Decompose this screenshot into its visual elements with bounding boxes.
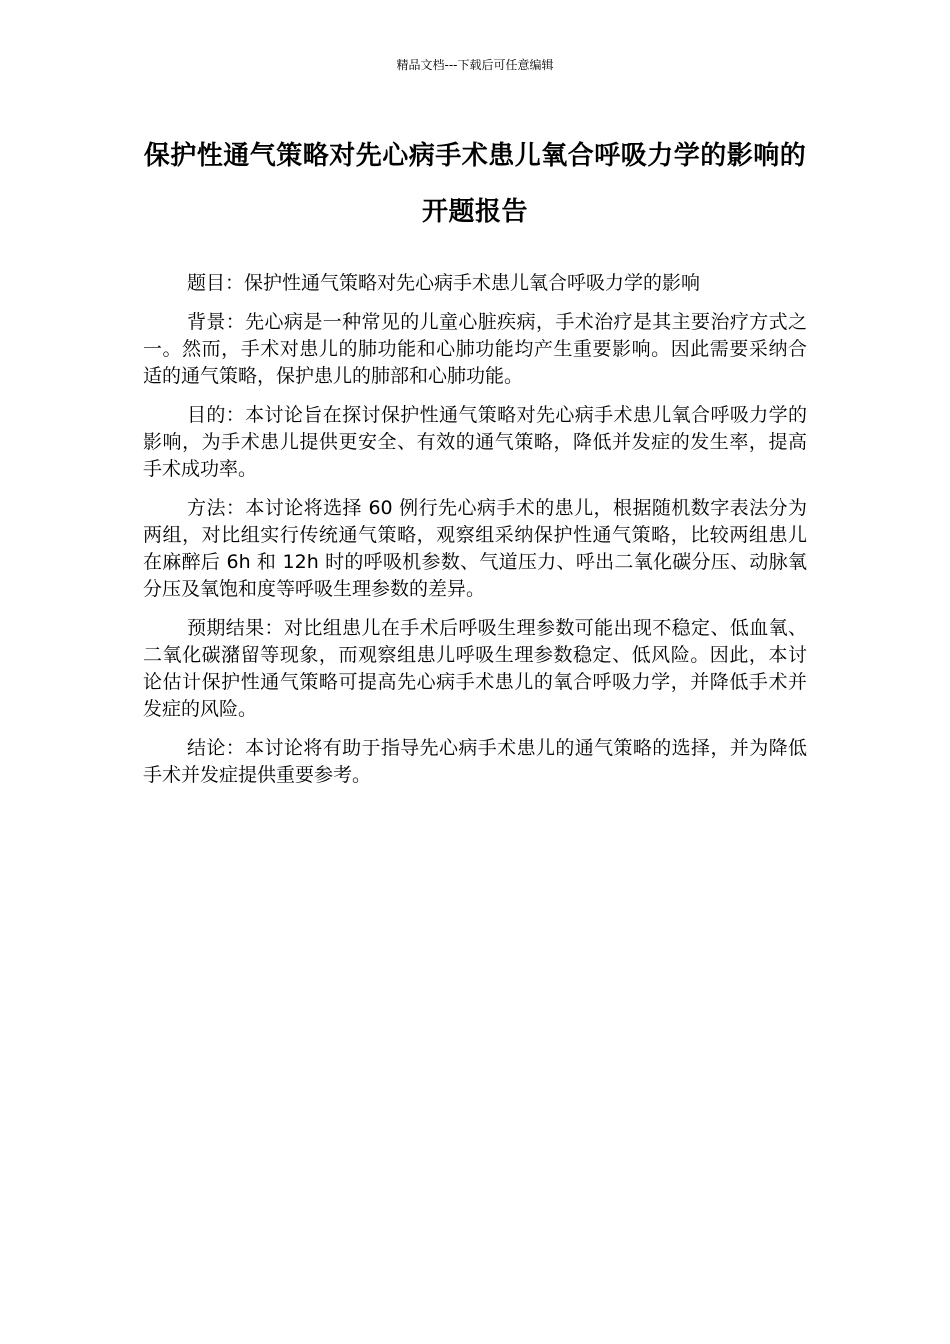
document-title: 保护性通气策略对先心病手术患儿氧合呼吸力学的影响的开题报告 xyxy=(143,141,807,227)
paragraph-expected-results: 预期结果：对比组患儿在手术后呼吸生理参数可能出现不稳定、低血氧、二氧化碳潴留等现象，而观察组患儿呼吸生理参数稳定、低风险。因此，本讨论估计保护性通气策略可提高先心病手术患儿的氧合呼吸力学，并降低手术并发症的风险。 xyxy=(143,617,807,720)
header-note: 精品文档---下载后可任意编辑 xyxy=(396,58,554,72)
document-body xyxy=(143,270,807,801)
paragraph-background: 背景：先心病是一种常见的儿童心脏疾病，手术治疗是其主要治疗方式之一。然而，手术对患儿的肺功能和心肺功能均产生重要影响。因此需要采纳合适的通气策略，保护患儿的肺部和心肺功能。 xyxy=(143,311,807,387)
paragraph-objective: 目的：本讨论旨在探讨保护性通气策略对先心病手术患儿氧合呼吸力学的影响，为手术患儿提供更安全、有效的通气策略，降低并发症的发生率，提高手术成功率。 xyxy=(143,404,807,480)
paragraph-method: 方法：本讨论将选择 60 例行先心病手术的患儿，根据随机数字表法分为两组，对比组实行传统通气策略，观察组采纳保护性通气策略，比较两组患儿在麻醉后 6h 和 12h 时的呼吸机参数、气道压力、呼出二氧化碳分压、动脉氧分压及氧饱和度等呼吸生理参数的差异。 xyxy=(143,497,807,600)
paragraph-conclusion: 结论：本讨论将有助于指导先心病手术患儿的通气策略的选择，并为降低手术并发症提供重要参考。 xyxy=(143,737,807,786)
paragraph-topic: 题目：保护性通气策略对先心病手术患儿氧合呼吸力学的影响 xyxy=(187,272,701,294)
